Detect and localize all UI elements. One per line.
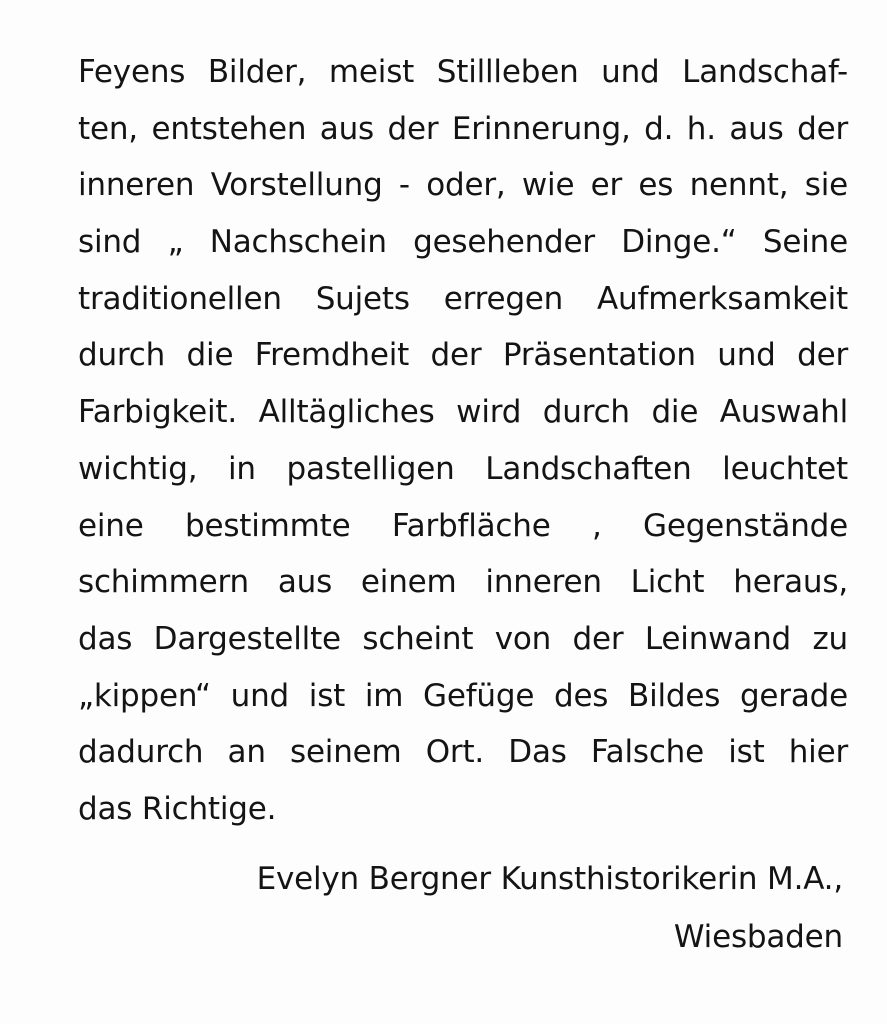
author-city-line: Wiesbaden (673, 919, 843, 955)
paragraph-line: traditionellen Sujets erregen Aufmerksamkeit (78, 280, 848, 317)
paragraph-line: durch die Fremdheit der Präsentation und der (78, 337, 848, 374)
author-name-line: Evelyn Bergner Kunsthistorikerin M.A., (256, 861, 843, 897)
paragraph-line: wichtig, in pastelligen Landschaften leuchtet (78, 450, 848, 487)
paragraph-line: schimmern aus einem inneren Licht heraus, (78, 564, 848, 601)
paragraph-line: sind „ Nachschein gesehender Dinge.“ Seine (78, 224, 848, 261)
paragraph-line: ten, entstehen aus der Erinnerung, d. h. aus der (78, 110, 848, 147)
author-signature (143, 850, 843, 966)
paragraph-line: „kippen“ und ist im Gefüge des Bildes gerade (78, 677, 848, 714)
paragraph-line: dadurch an seinem Ort. Das Falsche ist hier (78, 734, 848, 771)
paragraph-line: Farbigkeit. Alltägliches wird durch die Auswahl (78, 394, 848, 431)
paragraph-line: inneren Vorstellung - oder, wie er es nennt, sie (78, 167, 848, 204)
paragraph-line: das Dargestellte scheint von der Leinwand zu (78, 620, 848, 657)
paragraph-line: Feyens Bilder, meist Stillleben und Landschaf- (78, 54, 848, 90)
paragraph-line: das Richtige. (78, 790, 277, 827)
paragraph-line: eine bestimmte Farbfläche , Gegenstände (78, 507, 848, 544)
body-paragraph (78, 44, 848, 838)
